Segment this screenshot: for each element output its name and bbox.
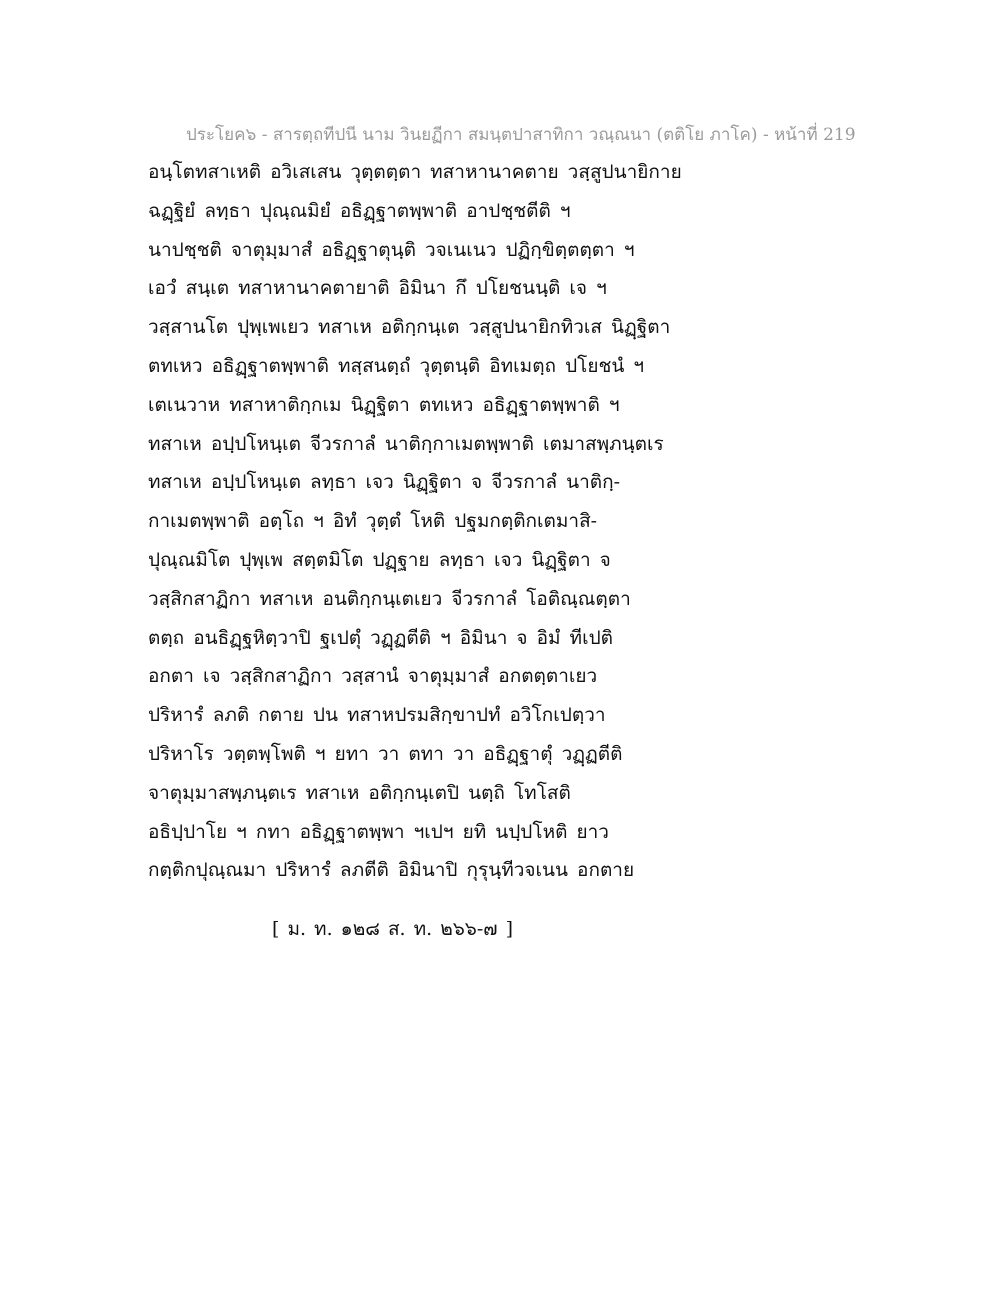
text-line: จาตุมฺมาสพฺภนฺตเร ทสาเห อติกฺกนฺเตปิ นตฺถิ โทโสติ <box>148 781 571 804</box>
text-line: ทสาเห อปฺปโหนฺเต ลทฺธา เจว นิฏฺฐิตา จ จีวรกาลํ นาติกฺ- <box>148 471 621 494</box>
text-line: เตเนวาห ทสาหาติกฺกเม นิฏฺฐิตา ตทเหว อธิฏฺฐาตพฺพาติ ฯ <box>148 393 620 416</box>
text-line: ปุณฺณมิโต ปุพฺเพ สตฺตมิโต ปฏฺฐาย ลทฺธา เจว นิฏฺฐิตา จ <box>148 548 611 571</box>
text-line: ตทเหว อธิฏฺฐาตพฺพาติ ทสฺสนตฺถํ วุตฺตนฺติ อิทเมตฺถ ปโยชนํ ฯ <box>148 354 645 377</box>
text-line: วสฺสานโต ปุพฺเพเยว ทสาเห อติกฺกนฺเต วสฺสูปนายิกทิวเส นิฏฺฐิตา <box>148 316 671 339</box>
reference-citation: [ ม. ท. ๑๒๘ ส. ท. ๒๖๖-๗ ] <box>272 918 514 940</box>
text-line: นาปชฺชติ จาตุมฺมาสํ อธิฏฺฐาตุนฺติ วจเนเนว ปฏิกฺขิตฺตตฺตา ฯ <box>148 238 635 261</box>
text-line: เอวํ สนฺเต ทสาหานาคตายาติ อิมินา กึ ปโยชนนฺติ เจ ฯ <box>148 277 607 300</box>
text-line: ตตฺถ อนธิฏฺฐหิตฺวาปิ ฐเปตุํ วฏฺฏตีติ ฯ อิมินา จ อิมํ ทีเปติ <box>148 626 613 649</box>
text-line: อธิปฺปาโย ฯ กทา อธิฏฺฐาตพฺพา ฯเปฯ ยทิ นปฺปโหติ ยาว <box>148 820 609 843</box>
text-line: ฉฏฺฐิยํ ลทฺธา ปุณฺณมิยํ อธิฏฺฐาตพฺพาติ อาปชฺชตีติ ฯ <box>148 199 571 222</box>
text-line: ทสาเห อปฺปโหนฺเต จีวรกาลํ นาติกฺกาเมตพฺพาติ เตมาสพฺภนฺตเร <box>148 432 664 455</box>
text-line: ปริหาโร วตฺตพฺโพติ ฯ ยทา วา ตทา วา อธิฏฺฐาตุํ วฏฺฏตีติ <box>148 742 623 765</box>
text-line: กตฺติกปุณฺณมา ปริหารํ ลภตีติ อิมินาปิ กุรุนฺทีวจเนน อกตาย <box>148 859 635 882</box>
text-line: อนฺโตทสาเหติ อวิเสเสน วุตฺตตฺตา ทสาหานาคตาย วสฺสูปนายิกาย <box>148 161 682 183</box>
text-line: อกตา เจ วสฺสิกสาฏิกา วสฺสานํ จาตุมฺมาสํ อกตตฺตาเยว <box>148 665 598 688</box>
running-header: ประโยค๖ - สารตฺถทีปนี นาม วินยฏีกา สมนฺตปาสาทิกา วณฺณนา (ตติโย ภาโค) - หน้าที่ 219 <box>186 125 856 145</box>
body-text <box>148 153 848 890</box>
text-line: กาเมตพฺพาติ อตฺโถ ฯ อิทํ วุตฺตํ โหติ ปฐมกตฺติกเตมาสิ- <box>148 510 598 533</box>
text-line: วสฺสิกสาฏิกา ทสาเห อนติกฺกนฺเตเยว จีวรกาลํ โอติณฺณตฺตา <box>148 587 631 610</box>
text-line: ปริหารํ ลภติ กตาย ปน ทสาหปรมสิกฺขาปทํ อวิโกเปตฺวา <box>148 704 606 727</box>
